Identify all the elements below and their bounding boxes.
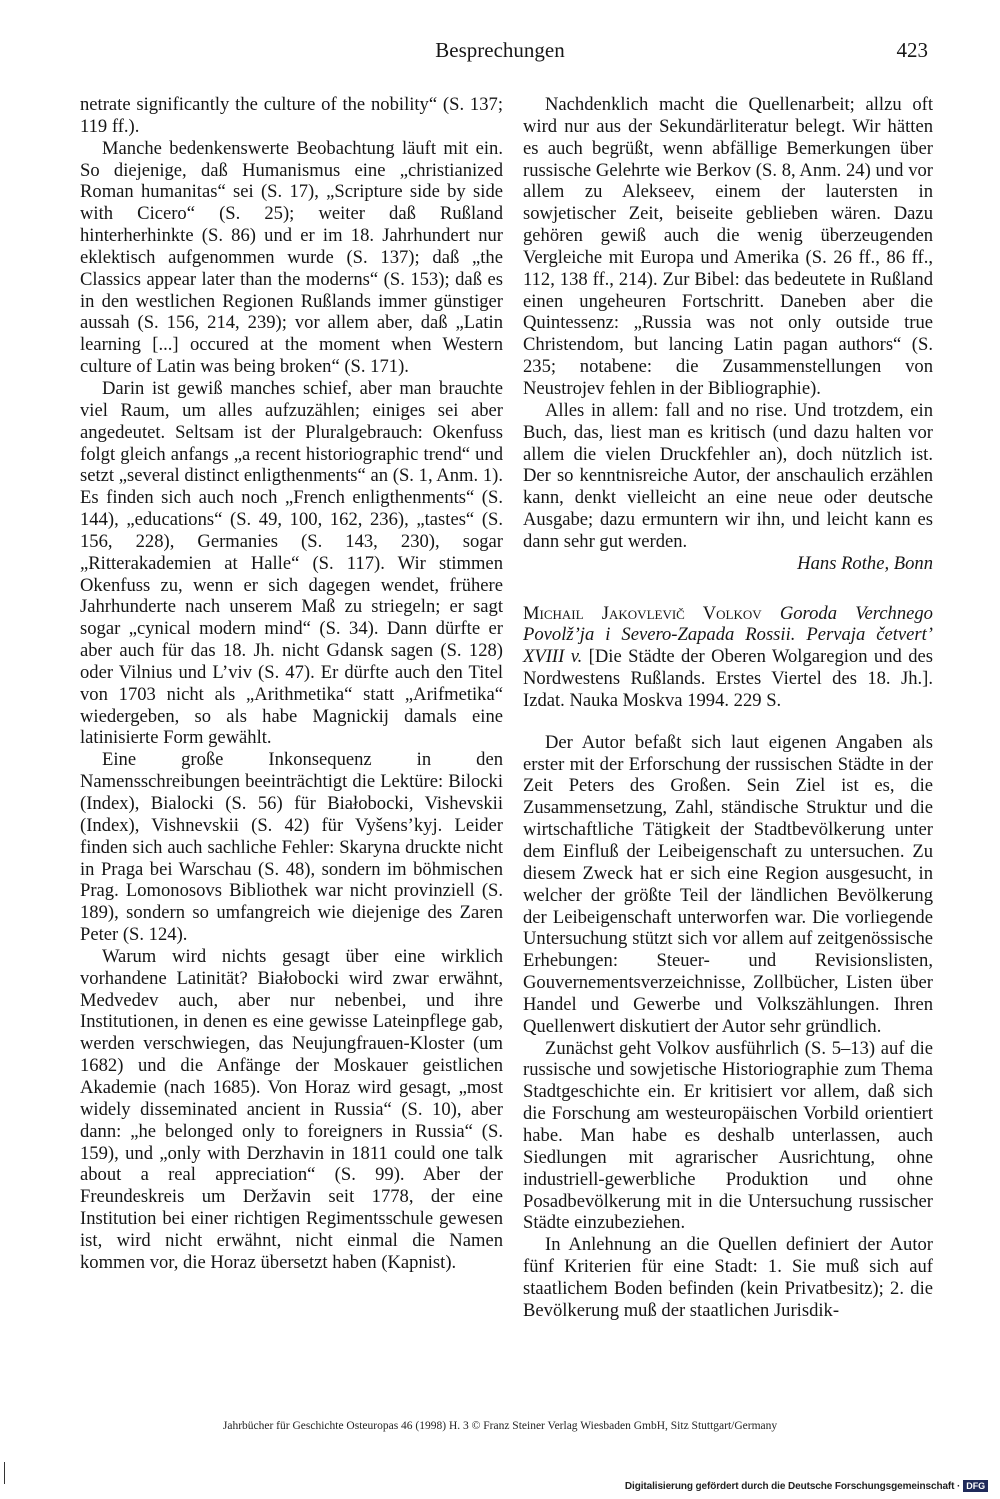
paragraph: Warum wird nichts gesagt über eine wirklich vorhandene Latinität? Białobocki wird zwar erwähnt, Medvedev auch, aber nur nebenbei, und ihre Institutionen, in denen es eine gewisse Lateinpflege gab, werden verschwiegen, das Neujungfrauen-Kloster (um 1682) und die Anfänge der Moskauer geistlichen Akademie (nach 1685). Von Horaz wird gesagt, „most widely disseminated ancient in Russia“ (S. 10), aber dann: „he belonged only to foreigners in Russia“ (S. 159), und „only with Derzhavin in 1811 could one talk about a real appreciation“ (S. 99). Aber der Freundeskreis um Deržavin seit 1778, der eine Institution bei einer richtigen Regimentsschule gewesen ist, wird nicht erwähnt, nicht einmal die Namen kommen vor, die Horaz übersetzt haben (Kapnist).	[80, 945, 503, 1273]
paragraph: netrate significantly the culture of the nobility“ (S. 137; 119 ff.).	[80, 94, 503, 137]
journal-footer: Jahrbücher für Geschichte Osteuropas 46 (1998) H. 3 © Franz Steiner Verlag Wiesbaden GmbH, Sitz Stuttgart/Germany	[222, 1420, 778, 1432]
right-column	[523, 94, 933, 1322]
review-heading	[523, 603, 933, 712]
reviewed-title: Goroda Verchnego Povolž’ja i Severo-Zapada Rossii. Pervaja četvert’ XVIII v.	[523, 602, 933, 668]
paragraph: Eine große Inkonsequenz in den Namensschreibungen beeinträchtigt die Lektüre: Bilocki (Index), Bialocki (S. 56) für Białobocki, Vishevskii (Index), Vishnevskii (S. 42) für Vyšens’kyj. Leider finden sich auch sachliche Fehler: Skaryna druckte nicht in Praga bei Warschau (S. 48), sondern im böhmischen Prag. Lomonosovs Bibliothek war nicht provinziell (S. 189), sondern so umfangreich wie diejenige des Zaren Peter (S. 124).	[80, 749, 503, 946]
left-column	[80, 94, 503, 1274]
running-head: Besprechungen	[435, 38, 565, 62]
paragraph: Nachdenklich macht die Quellenarbeit; allzu oft wird nur aus der Sekundärliteratur belegt. Wir hätten es auch begrüßt, wenn abfällige Bemerkungen über russische Gelehrte wie Berkov (S. 8, Anm. 24) und vor allem zu Alekseev, einem der lautersten in sowjetischer Zeit, beiseite geblieben wären. Dazu gehören gewiß auch die wenig überzeugenden Vergleiche mit Europa und Amerika (S. 26 ff., 86 ff., 112, 138 ff., 214). Zur Bibel: das bedeutete in Rußland einen ungeheuren Fortschritt. Daneben aber die Quintessenz: „Russia was not only outside true Christendom, but lancing Latin pagan authors“ (S. 235; notabene: die Zusammenstellungen von Neustrojev fehlen in der Bibliographie).	[523, 94, 933, 399]
section-gap	[523, 575, 933, 603]
paragraph: Zunächst geht Volkov ausführlich (S. 5–13) auf die russische und sowjetische Historiographie zum Thema Stadtgeschichte ein. Er kritisiert vor allem, daß sich die Forschung am westeuropäischen Vorbild orientiert habe. Man habe es deshalb unterlassen, auch Siedlungen mit agrarischer Ausrichtung, ohne industriell-gewerbliche Produktion und ohne Posadbevölkerung mit in die Untersuchung russischer Städte einzubeziehen.	[523, 1037, 933, 1234]
paragraph: Darin ist gewiß manches schief, aber man brauchte viel Raum, um alles aufzuzählen; einiges sei aber angedeutet. Seltsam ist der Pluralgebrauch: Okenfuss folgt gleich anfangs „a recent historiographic trend“ und setzt „several distinct enligthenments“ an (S. 1, Anm. 1). Es finden sich auch noch „French enligthenments“ (S. 144), „educations“ (S. 49, 100, 162, 236), „tastes“ (S. 156, 228), Germanies (S. 143, 230), sogar „Ritterakademien at Halle“ (S. 117). Wir stimmen Okenfuss zu, wenn er sich dagegen wendet, frühere Jahrhunderte nach unserem Maß zu striegeln; er sagt sogar „cynical modern mind“ (S. 34). Dann dürfte er aber auch für das 18. Jh. nicht Gdansk sagen (S. 128) oder Vilnius und L’viv (S. 47). Er dürfte auch den Titel von 1703 nicht als „Arithmetika“ statt „Arifmetika“ wiedergeben, so als habe Magnickij damals eine latinisierte Form gewählt.	[80, 377, 503, 749]
section-gap	[523, 712, 933, 732]
paragraph: Manche bedenkenswerte Beobachtung läuft mit ein. So diejenige, daß Humanismus eine „christianized Roman humanitas“ sei (S. 17), „Scripture side by side with Cicero“ (S. 25); weiter daß Rußland hinterherhinkte (S. 86) und er im 18. Jahrhundert nur eklektisch aufgenommen wurde (S. 137); daß „the Classics appear later than the moderns“ (S. 153); daß es in den westlichen Regionen Rußlands immer günstiger aussah (S. 156, 214, 239); vor allem aber, daß „Latin learning [...] occured at the moment when Western culture of Latin was being broken“ (S. 171).	[80, 137, 503, 378]
digitization-text: Digitalisierung gefördert durch die Deutsche Forschungsgemeinschaft ·	[624, 1480, 961, 1492]
reviewer-signature: Hans Rothe, Bonn	[797, 552, 933, 574]
digitization-note	[625, 1480, 988, 1492]
paragraph: Der Autor befaßt sich laut eigenen Angaben als erster mit der Erforschung der russischen Städte in der Zeit Peters des Großen. Sein Ziel ist es, die Zusammensetzung, Zahl, ständische Struktur und die wirtschaftliche Tätigkeit der Stadtbevölkerung unter dem Einfluß der Leibeigenschaft zu untersuchen. Zu diesem Zweck hat er sich eine Region ausgesucht, in welcher der größte Teil der ländlichen Bevölkerung der Leibeigenschaft unterworfen war. Die vorliegende Untersuchung stützt sich vor allem auf zeitgenössische Erhebungen: Steuer- und Revisionslisten, Gouvernementsverzeichnisse, Zollbücher, Listen über Handel und Gewerbe und Volkszählungen. Ihren Quellenwert diskutiert der Autor sehr gründlich.	[523, 731, 933, 1037]
paragraph: Alles in allem: fall and no rise. Und trotzdem, ein Buch, das, liest man es kritisch (und dazu halten vor allem die vielen Druckfehler an), doch nützlich ist. Der so kenntnisreiche Autor, der anschaulich erzählen kann, denkt vielleicht an eine neue oder deutsche Ausgabe; dazu ermuntern wir ihn, und leicht kann es dann sehr gut werden.	[523, 399, 933, 552]
dfg-logo: DFG	[963, 1480, 988, 1492]
page-number: 423	[896, 38, 928, 62]
margin-mark	[4, 1462, 5, 1484]
paragraph: In Anlehnung an die Quellen definiert der Autor fünf Kriterien für eine Stadt: 1. Sie muß sich auf staatlichem Boden befinden (kein Privatbesitz); 2. die Bevölkerung muß der staatlichen Jurisdik-	[523, 1234, 933, 1321]
reviewed-author: Michail Jakovlevič Volkov	[523, 602, 762, 624]
reviewed-details: [Die Städte der Oberen Wolgaregion und des Nordwestens Rußlands. Erstes Viertel des 18. Jh.]. Izdat. Nauka Moskva 1994. 229 S.	[523, 646, 934, 711]
